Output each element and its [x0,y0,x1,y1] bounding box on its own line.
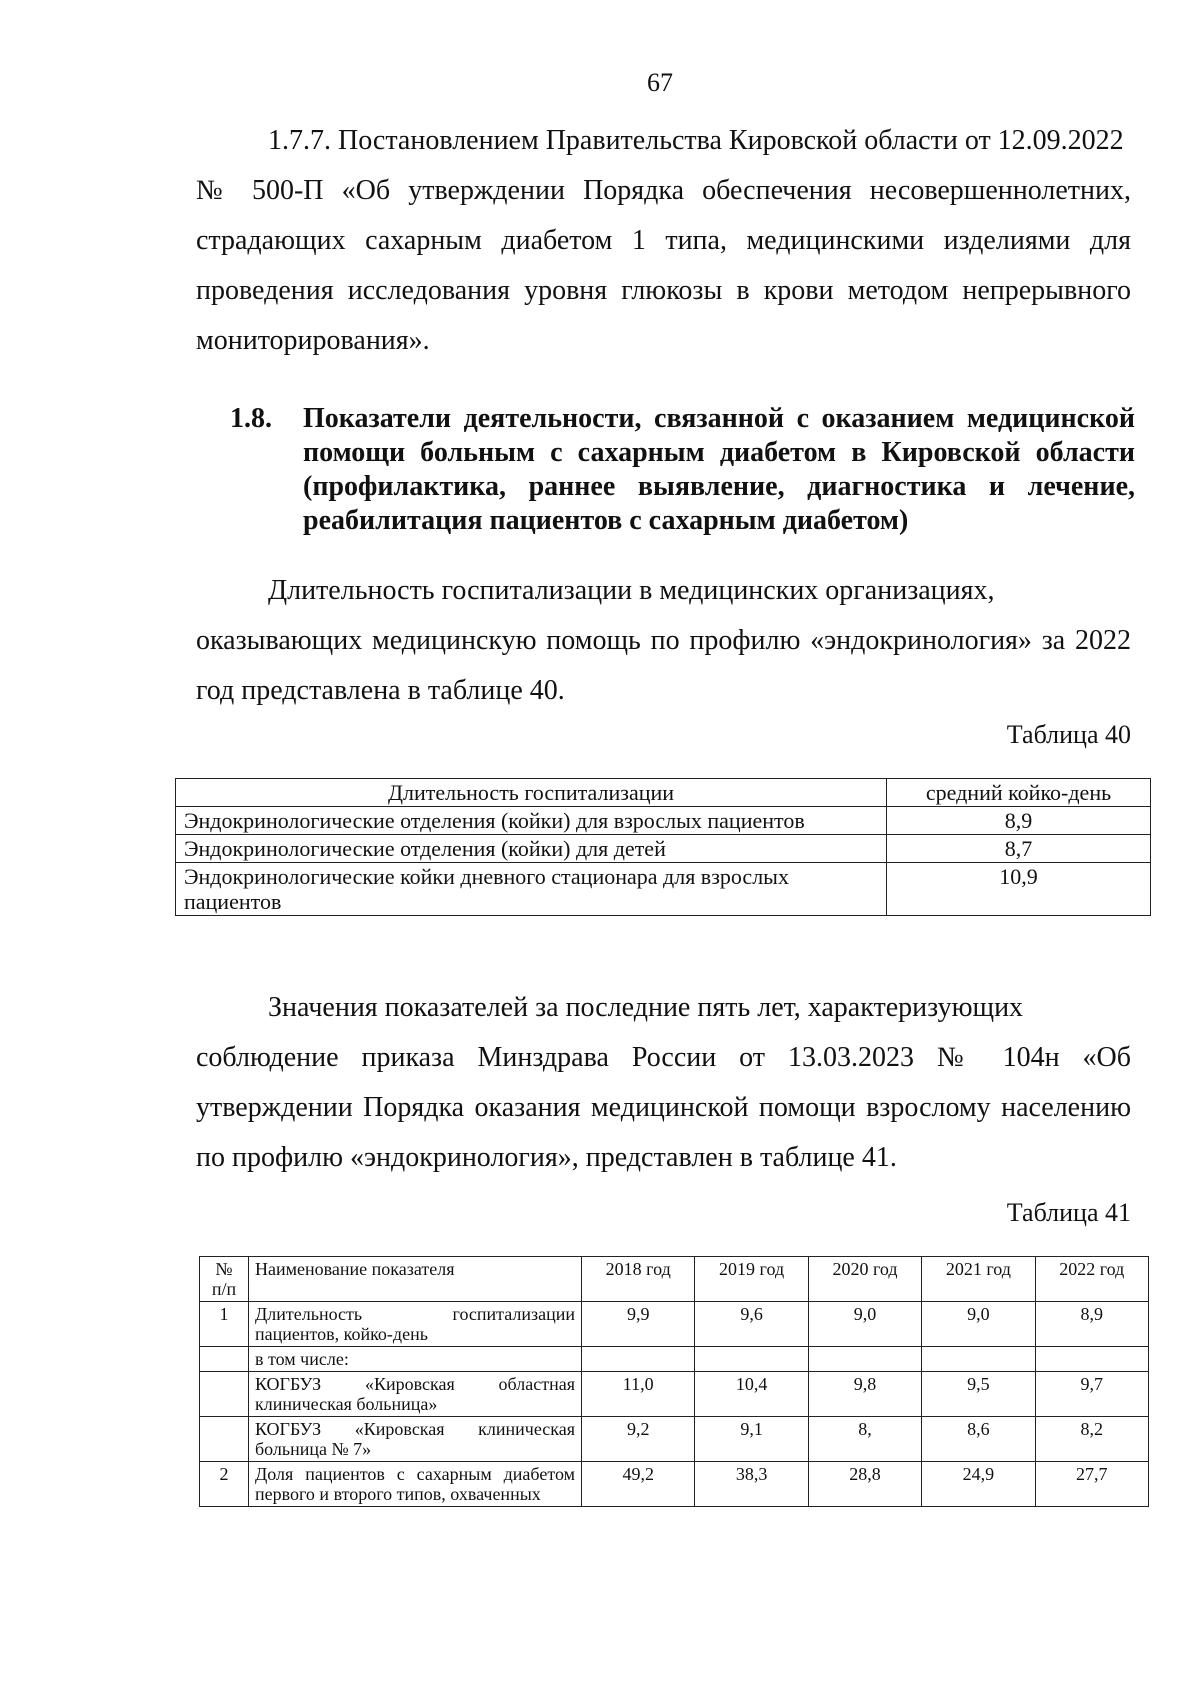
table-row [200,1347,1149,1372]
section-title: Показатели деятельности, связанной с оказанием медицинской помощи больным с сахарным диабетом в Кировской области (профилактика, раннее выявление, диагностика и лечение, реабилитация пациентов с сахарным диабетом) [303,403,1135,536]
row-number [200,1417,249,1462]
table-row [176,863,1151,916]
row-number: 2 [200,1462,249,1507]
row-number [200,1372,249,1417]
year-value: 9,8 [808,1372,921,1417]
indicator-name: Длительность госпитализации пациентов, койко-день [249,1302,582,1347]
table-row [200,1462,1149,1507]
column-header: № п/п [200,1257,249,1302]
year-value: 9,0 [808,1302,921,1347]
table-41 [199,1256,1149,1507]
year-value: 27,7 [1035,1462,1148,1507]
year-value: 9,0 [922,1302,1035,1347]
column-header: 2021 год [922,1257,1035,1302]
year-value: 28,8 [808,1462,921,1507]
year-value [808,1347,921,1372]
year-value: 24,9 [922,1462,1035,1507]
table-row [200,1302,1149,1347]
row-number: 1 [200,1302,249,1347]
paragraph-1-7-7 [196,116,1131,366]
year-value [922,1347,1035,1372]
paragraph-first-line: 1.7.7. Постановлением Правительства Кировской области от 12.09.2022 [268,125,1124,156]
year-value: 8,6 [922,1417,1035,1462]
column-header: 2022 год [1035,1257,1148,1302]
paragraph-text: оказывающих медицинскую помощь по профилю «эндокринология» за 2022 год представлена в таблице 40. [196,625,1131,706]
paragraph-hospitalization [196,566,1131,716]
column-header: Наименование показателя [249,1257,582,1302]
year-value: 9,1 [695,1417,808,1462]
page-number: 67 [647,68,673,97]
column-header: 2018 год [582,1257,695,1302]
year-value: 9,2 [582,1417,695,1462]
year-value: 9,6 [695,1302,808,1347]
year-value [582,1347,695,1372]
paragraph-text: № 500-П «Об утверждении Порядка обеспечения несовершеннолетних, страдающих сахарным диабетом 1 типа, медицинскими изделиями для проведения исследования уровня глюкозы в крови методом непрерывного мониторирования». [196,175,1131,356]
column-header: 2020 год [808,1257,921,1302]
year-value [695,1347,808,1372]
year-value [1035,1347,1148,1372]
paragraph-indicators [196,983,1131,1183]
year-value: 8,2 [1035,1417,1148,1462]
table-header-row [176,779,1151,807]
indicator-name: КОГБУЗ «Кировская клиническая больница № 7» [249,1417,582,1462]
year-value: 8,9 [1035,1302,1148,1347]
indicator-name: Доля пациентов с сахарным диабетом первого и второго типов, охваченных [249,1462,582,1507]
column-header: Длительность госпитализации [176,779,887,807]
table-row [176,807,1151,835]
row-value: 8,7 [887,835,1151,863]
year-value: 11,0 [582,1372,695,1417]
year-value: 49,2 [582,1462,695,1507]
row-label: Эндокринологические отделения (койки) для взрослых пациентов [176,807,887,835]
table-row [176,835,1151,863]
year-value: 10,4 [695,1372,808,1417]
row-label: Эндокринологические койки дневного стационара для взрослых пациентов [176,863,887,916]
indicator-name: КОГБУЗ «Кировская областная клиническая больница» [249,1372,582,1417]
section-number: 1.8. [230,403,272,434]
year-value: 9,9 [582,1302,695,1347]
year-value: 9,5 [922,1372,1035,1417]
year-value: 38,3 [695,1462,808,1507]
table-40-caption: Таблица 40 [1006,720,1131,749]
row-value: 8,9 [887,807,1151,835]
row-number [200,1347,249,1372]
row-label: Эндокринологические отделения (койки) для детей [176,835,887,863]
paragraph-first-line: Длительность госпитализации в медицинских организациях, [268,575,995,606]
column-header: 2019 год [695,1257,808,1302]
table-row [200,1372,1149,1417]
paragraph-first-line: Значения показателей за последние пять лет, характеризующих [268,992,1024,1023]
table-header-row [200,1257,1149,1302]
table-41-caption: Таблица 41 [1006,1198,1131,1227]
paragraph-text: соблюдение приказа Минздрава России от 13.03.2023 № 104н «Об утверждении Порядка оказания медицинской помощи взрослому населению по профилю «эндокринология», представлен в таблице 41. [196,1042,1131,1173]
indicator-name: в том числе: [249,1347,582,1372]
row-value: 10,9 [887,863,1151,916]
year-value: 9,7 [1035,1372,1148,1417]
table-40 [175,778,1151,916]
year-value: 8, [808,1417,921,1462]
column-header: средний койко-день [887,779,1151,807]
table-row [200,1417,1149,1462]
